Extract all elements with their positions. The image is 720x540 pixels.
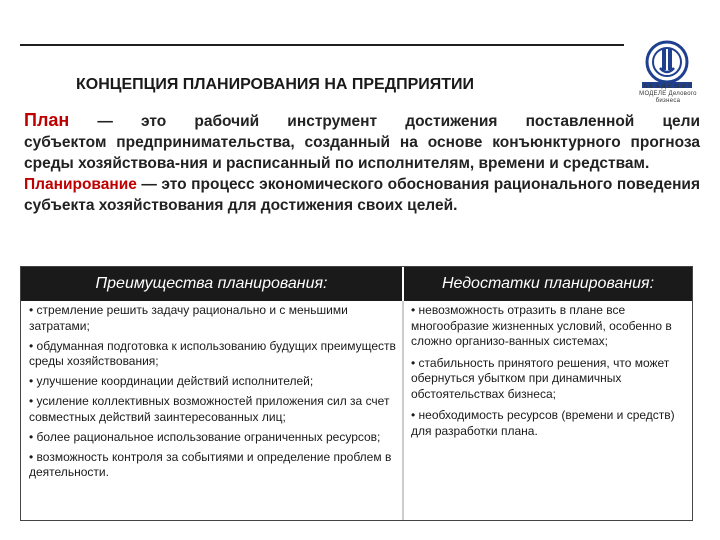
- logo-label: А К А Д Е М И Я МОДЕЛЕ Делового бизнеса: [639, 84, 697, 104]
- advantage-item: • более рациональное использование ограниченных ресурсов;: [29, 429, 381, 444]
- disadvantage-item: • стабильность принятого решения, что может обернуться убытком при динамичных обстоятельствах бизнеса;: [411, 355, 670, 401]
- advantages-list: [29, 303, 399, 486]
- disadvantage-item: • невозможность отразить в плане все многообразие жизненных условий, особенно в сложно организо-ванных системах;: [411, 303, 672, 348]
- page-title: КОНЦЕПЦИЯ ПЛАНИРОВАНИЯ НА ПРЕДПРИЯТИИ: [76, 76, 475, 93]
- planning-definition: [24, 174, 700, 216]
- plan-definition-first: — это рабочий инструмент достижения поставленной цели: [69, 113, 700, 130]
- plan-definition-line1: [24, 110, 700, 132]
- advantage-item: • усиление коллективных возможностей приложения сил за счет совместных действий заинтересованных лиц;: [29, 394, 390, 424]
- advantage-item: • улучшение координации действий исполнителей;: [29, 374, 314, 389]
- planning-term: Планирование: [24, 176, 137, 193]
- disadvantages-list: [411, 303, 686, 445]
- top-divider: [20, 44, 624, 46]
- advantage-item: • стремление решить задачу рационально и с меньшими затратами;: [29, 303, 348, 333]
- advantage-item: • возможность контроля за событиями и определение проблем в деятельности.: [29, 449, 392, 480]
- planning-definition-text: — это процесс экономического обоснования рационального поведения субъекта хозяйствования для достижения своих целей.: [24, 176, 700, 214]
- plan-term: План: [24, 110, 70, 130]
- disadvantages-header: Недостатки планирования:: [404, 267, 692, 301]
- advantages-header: Преимущества планирования:: [21, 267, 402, 301]
- column-divider: [402, 301, 404, 520]
- disadvantage-item: • необходимость ресурсов (времени и средств) для разработки плана.: [411, 408, 675, 438]
- definitions-block: [24, 110, 700, 216]
- pros-cons-table: [20, 266, 693, 521]
- plan-definition-rest: субъектом предпринимательства, созданный на основе конъюнктурного прогноза среды хозяйствова-ния и расписанный по исполнителям, времени и средствам.: [24, 134, 700, 172]
- advantage-item: • обдуманная подготовка к использованию будущих преимуществ среды хозяйствования;: [29, 338, 396, 369]
